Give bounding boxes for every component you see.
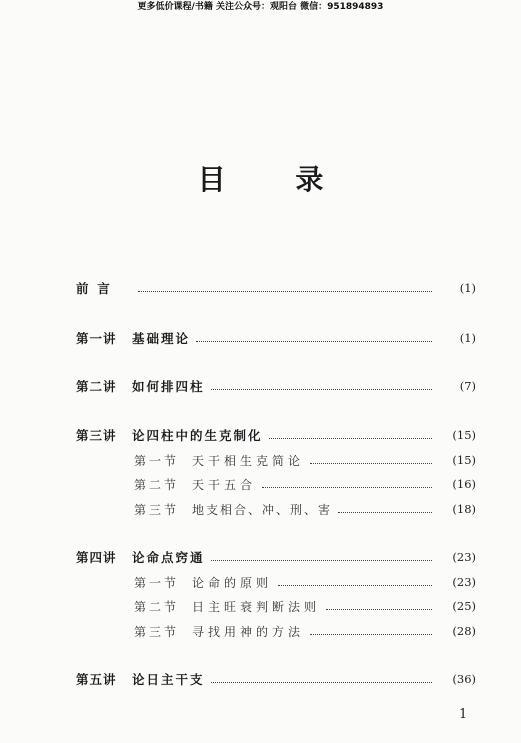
toc-leader-dots [138,291,432,292]
toc-leader-dots [338,512,432,513]
toc-leader-dots [310,463,432,464]
header-banner: 更多低价课程/书籍 关注公众号：观阳台 微信：951894893 [137,2,384,12]
toc-entry-title: 论命点窍通 [132,550,205,565]
toc-page-number: (15) [452,453,476,467]
toc-chapter-label: 第二讲 [76,379,117,394]
toc-page-number: (25) [452,599,476,613]
toc-entry-preface[interactable] [76,278,476,298]
toc-leader-dots [211,560,432,561]
toc-section-label: 第三节 [134,502,180,517]
toc-leader-dots [211,682,432,683]
toc-entry-section[interactable] [76,621,476,641]
toc-section-label: 第一节 [134,575,180,590]
toc-entry-lecture-4[interactable] [76,547,476,567]
toc-page-number: (18) [452,502,476,516]
toc-leader-dots [196,341,432,342]
toc-entry-title: 地支相合、冲、刑、害 [192,502,333,517]
page-title: 目 录 [197,163,354,196]
toc-leader-dots [326,609,432,610]
toc-page-number: (28) [452,624,476,638]
toc-entry-lecture-5[interactable] [76,669,476,689]
toc-entry-lecture-3[interactable] [76,425,476,445]
toc-section-label: 第二节 [134,477,180,492]
toc-page-number: (23) [452,550,476,564]
toc-entry-lecture-1[interactable] [76,328,476,348]
toc-chapter-label: 第四讲 [76,550,117,565]
toc-page-number: (1) [459,331,476,345]
toc-page-number: (23) [452,575,476,589]
toc-leader-dots [310,634,432,635]
toc-leader-dots [278,585,432,586]
toc-entry-title: 寻找用神的方法 [192,624,305,639]
toc-entry-section[interactable] [76,572,476,592]
toc-entry-title: 如何排四柱 [132,379,205,394]
toc-leader-dots [211,389,432,390]
toc-chapter-label: 前 言 [76,281,110,296]
toc-section-label: 第二节 [134,599,180,614]
toc-entry-title: 天干五合 [192,477,257,492]
toc-entry-section[interactable] [76,474,476,494]
toc-entry-section[interactable] [76,596,476,616]
toc-chapter-label: 第一讲 [76,331,117,346]
toc-leader-dots [262,487,432,488]
toc-chapter-label: 第五讲 [76,672,117,687]
toc-entry-section[interactable] [76,499,476,519]
toc-entry-title: 基础理论 [132,331,191,346]
toc-page-number: (1) [459,281,476,295]
toc-page-number: (36) [452,672,476,686]
toc-entry-title: 论日主干支 [132,672,205,687]
toc-page-number: (16) [452,477,476,491]
toc-entry-title: 日主旺衰判断法则 [192,599,321,614]
toc-page-number: (15) [452,428,476,442]
toc-section-label: 第三节 [134,624,180,639]
toc-entry-lecture-2[interactable] [76,376,476,396]
toc-chapter-label: 第三讲 [76,428,117,443]
toc-leader-dots [269,438,432,439]
toc-entry-section[interactable] [76,450,476,470]
toc-section-label: 第一节 [134,453,180,468]
toc-entry-title: 天干相生克简论 [192,453,305,468]
toc-entry-title: 论四柱中的生克制化 [132,428,263,443]
toc-page-number: (7) [459,379,476,393]
page-number: 1 [459,707,468,722]
toc-entry-title: 论命的原则 [192,575,273,590]
